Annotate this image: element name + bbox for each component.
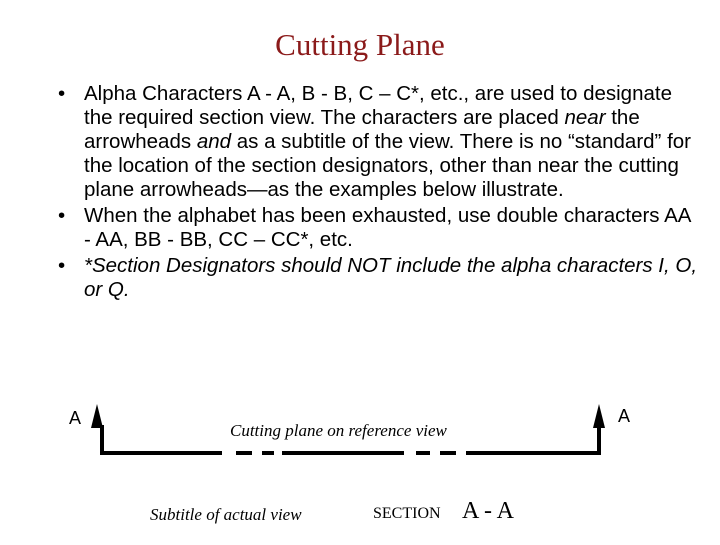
bullet-text-part: Alpha Characters A - A, B - B, C – C*, etc., are used to designate the required section view. The characters are placed — [84, 82, 672, 129]
bullet-marker: • — [58, 82, 66, 105]
bullet-marker: • — [58, 204, 66, 227]
bullet-text-emphasis: and — [196, 130, 232, 153]
bullet-text-emphasis: near — [564, 106, 606, 129]
bullet-text: *Section Designators should NOT include the alpha characters I, O, or Q. — [84, 254, 698, 301]
right-section-letter: A — [618, 406, 631, 426]
bullet-list — [58, 82, 698, 304]
bullet-item — [58, 254, 698, 302]
bullet-text: When the alphabet has been exhausted, use double characters AA - AA, BB - BB, CC – CC*, etc. — [84, 204, 691, 251]
slide-title: Cutting Plane — [275, 27, 445, 62]
left-arrowhead — [91, 404, 103, 428]
bullet-text-part: the arrowheads — [84, 106, 640, 153]
subtitle-caption: Subtitle of actual view — [150, 505, 302, 524]
section-letters: A - A — [462, 498, 515, 524]
bullet-item — [58, 82, 698, 202]
bullet-item — [58, 204, 698, 252]
bullet-marker: • — [58, 254, 66, 277]
right-arrowhead — [593, 404, 605, 428]
reference-view-caption: Cutting plane on reference view — [230, 421, 447, 440]
section-label: SECTION — [373, 505, 441, 522]
cutting-plane-diagram — [0, 395, 720, 540]
bullet-text — [84, 82, 691, 201]
cutting-plane-line-drawing — [0, 395, 720, 540]
left-section-letter: A — [69, 408, 82, 428]
bullet-text-part: as a subtitle of the view. There is no “standard” for the location of the section designators, other than near the cutting plane arrowheads—as the examples below illustrate. — [84, 130, 691, 201]
